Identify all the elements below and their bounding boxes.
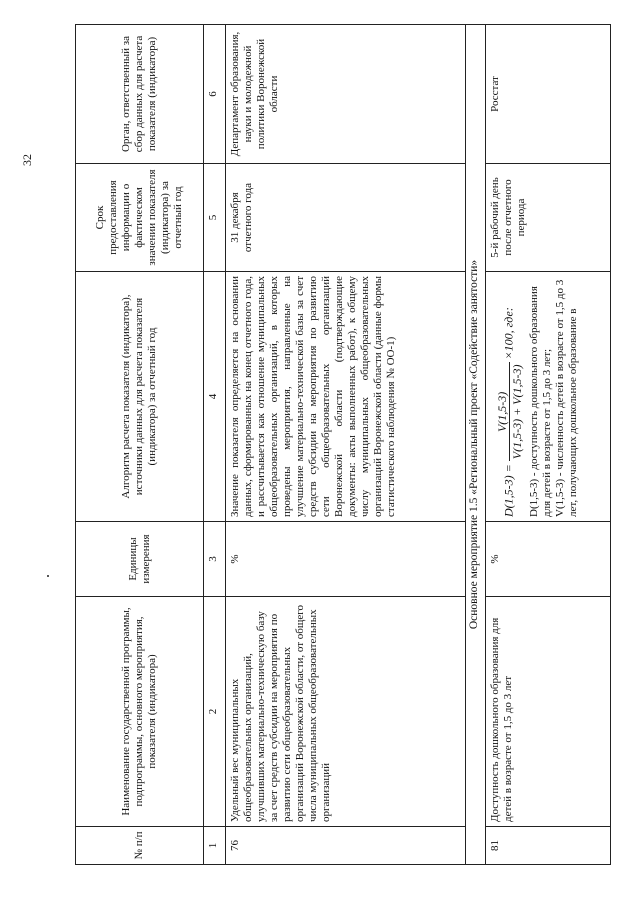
table-row xyxy=(486,25,611,865)
colnum-2: 2 xyxy=(204,597,226,827)
header-deadline: Срок предоставления информации о фактическом значении показателя (индикатора) за отчетный год xyxy=(76,164,204,272)
row76-organ: Департамент образования, науки и молодежной политики Воронежской области xyxy=(226,25,466,164)
header-row xyxy=(76,25,204,865)
colnum-5: 5 xyxy=(204,164,226,272)
row81-num: 81 xyxy=(486,827,611,865)
row81-deadline: 5-й рабочий день после отчетного периода xyxy=(486,164,611,272)
row81-algorithm-content xyxy=(489,276,606,517)
formula-fraction xyxy=(495,363,524,462)
colnum-4: 4 xyxy=(204,272,226,522)
formula-numerator: V(1,5-3) xyxy=(495,363,510,462)
column-number-row xyxy=(204,25,226,865)
row81-unit: % xyxy=(486,522,611,597)
scan-dot xyxy=(47,575,49,577)
row81-algorithm xyxy=(486,272,611,522)
definition-2: V(1,5-3) - численность детей в возрасте от 1,5 до 3 лет, получающих дошкольное образование в xyxy=(554,279,580,517)
row76-num: 76 xyxy=(226,827,466,865)
row76-deadline: 31 декабря отчетного года xyxy=(226,164,466,272)
section-title: Основное мероприятие 1.5 «Региональный проект «Содействие занятости» xyxy=(466,25,486,865)
indicator-table xyxy=(75,24,611,865)
row81-name: Доступность дошкольного образования для детей в возрасте от 1,5 до 3 лет xyxy=(486,597,611,827)
page-number: 32 xyxy=(20,154,34,166)
section-row xyxy=(466,25,486,865)
table-row xyxy=(226,25,466,865)
colnum-3: 3 xyxy=(204,522,226,597)
header-organ: Орган, ответственный за сбор данных для расчета показателя (индикатора) xyxy=(76,25,204,164)
row76-name: Удельный вес муниципальных общеобразовательных организаций, улучшивших материально-техническую базу за счет средств субсидии на мероприятия по развитию сети общеобразовательных организаций Воронежской области, от общего числа муниципальных общеобразовательных организаций xyxy=(226,597,466,827)
definition-1: D(1,5-3) - доступность дошкольного образования для детей в возрасте от 1,5 до 3 лет; xyxy=(528,286,554,517)
row76-algorithm: Значение показателя определяется на основании данных, сформированных на конец отчетного года, и рассчитывается как отношение муниципальных общеобразовательных организаций, в которых проведены мероприятия, направленные на улучшение материально-технической базы за счет средств субсидии на мероприятия по развитию сети общеобразовательных организаций Воронежской области (подтверждающие документы: акты выполненных работ), к общему числу муниципальных общеобразовательных организаций Воронежской области (данные формы статистического наблюдения № ОО-1) xyxy=(226,272,466,522)
formula-tail: ×100, где: xyxy=(501,307,516,360)
header-algorithm: Алгоритм расчета показателя (индикатора), источники данных для расчета показателя (индикатора) за отчетный год xyxy=(76,272,204,522)
header-num: № п/п xyxy=(76,827,204,865)
header-unit: Единицы измерения xyxy=(76,522,204,597)
formula-denominator: V(1,5-3) + V(1,5-3) xyxy=(510,364,525,460)
formula-lhs: D(1,5-3) = xyxy=(501,464,516,517)
rotated-table-sheet xyxy=(75,25,630,865)
row76-unit: % xyxy=(226,522,466,597)
colnum-6: 6 xyxy=(204,25,226,164)
colnum-1: 1 xyxy=(204,827,226,865)
header-name: Наименование государственной программы, подпрограммы, основного мероприятия, показателя (индикатора) xyxy=(76,597,204,827)
row81-organ: Росстат xyxy=(486,25,611,164)
formula xyxy=(495,276,524,517)
